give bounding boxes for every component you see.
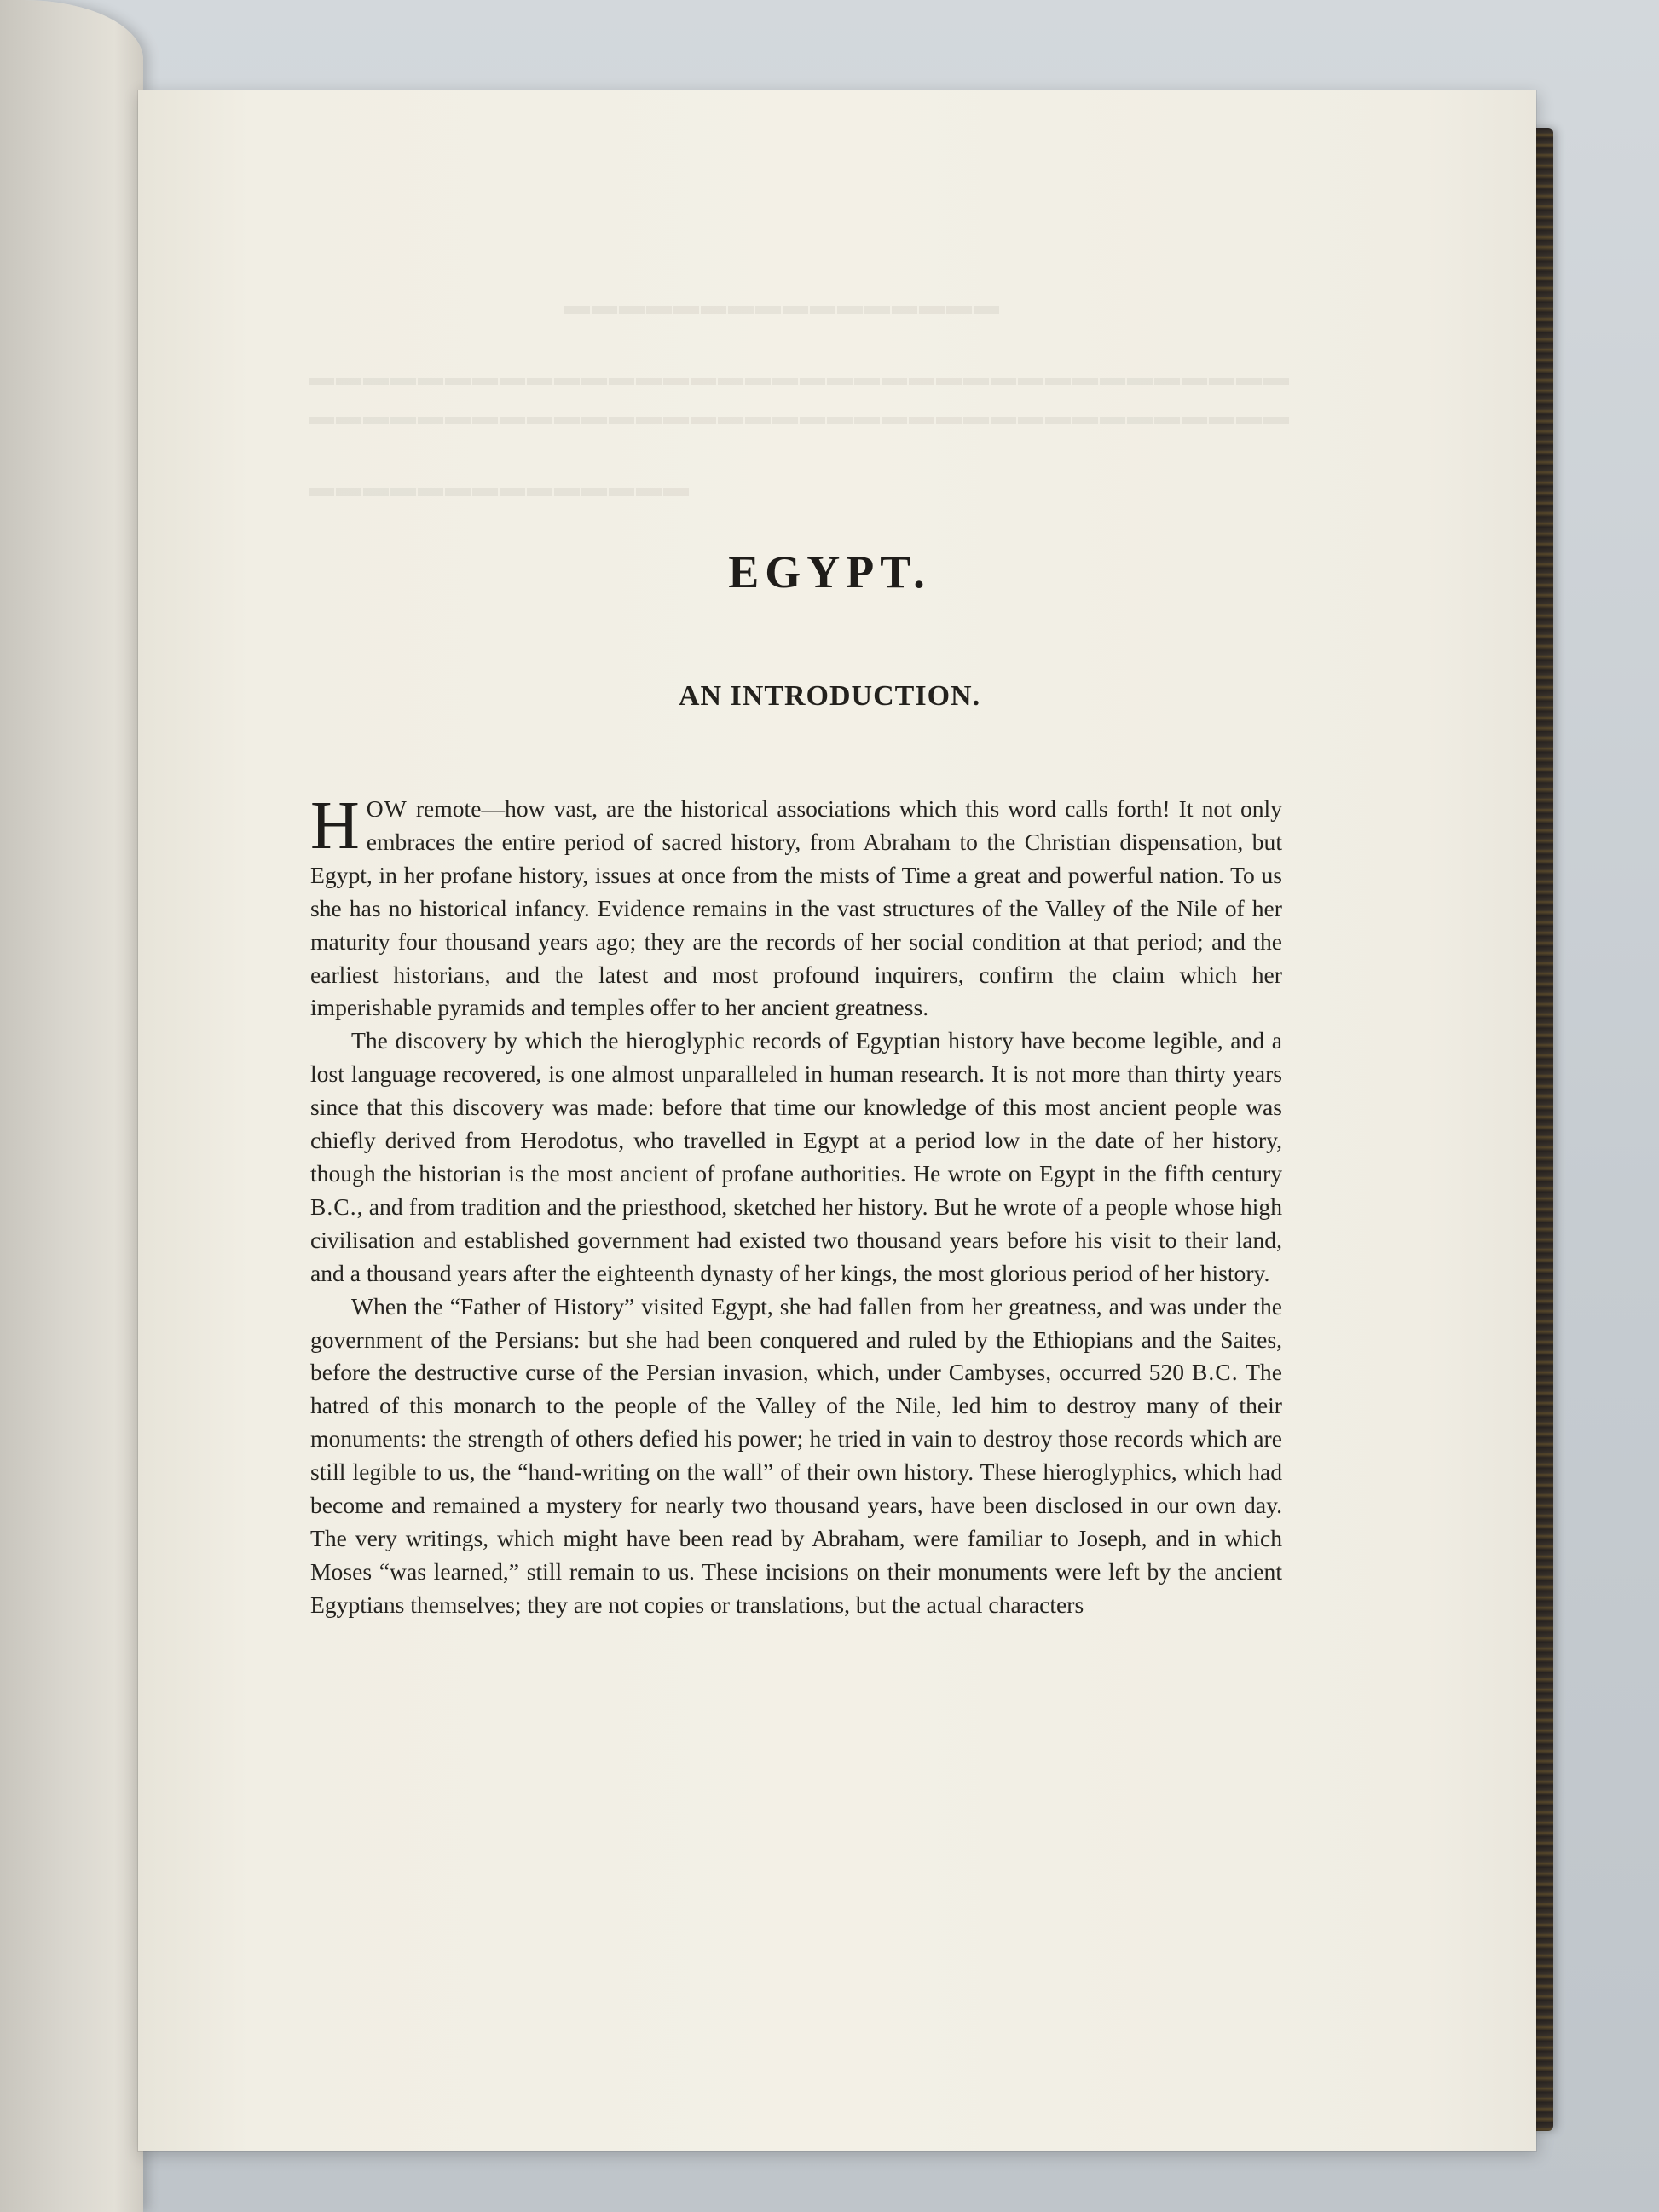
paragraph-1 — [310, 788, 1282, 1025]
show-through-text: ▬▬▬▬▬▬▬▬▬▬▬▬▬▬ — [309, 474, 691, 502]
paragraph-text: remote—how vast, are the historical associations which this word calls forth! It not only embraces the entire period of sacred history, from Abraham to the Christian dispensation, but Egypt, in her profane history, issues at once from the mists of Time a great and powerful nation. To us she has no historical infancy. Evidence remains in the vast structures of the Valley of the Nile of her maturity four thousand years ago; they are the records of her social condition at that period; and the earliest historians, and the latest and most profound inquirers, confirm the claim which her imperishable pyramids and temples offer to her ancient greatness. — [310, 795, 1282, 1021]
paragraph-text: The discovery by which the hieroglyphic records of Egyptian history have become legible, and a lost language recovered, is one almost unparalleled in human research. It is not more than thirty years since that this discovery was made: before that time our knowledge of this most ancient people was chiefly derived from Herodotus, who travelled in Egypt at a period low in the date of her history, though the historian is the most ancient of profane authorities. He wrote on Egypt in the fifth century — [310, 1027, 1282, 1187]
era-abbreviation: B.C. — [1191, 1359, 1239, 1386]
page-subtitle: AN INTRODUCTION. — [678, 680, 981, 712]
paragraph-3 — [310, 1291, 1282, 1622]
paragraph-text-continued: The hatred of this monarch to the people of the Valley of the Nile, led him to destroy many of their monuments: the strength of others defied his power; he tried in vain to destroy those records which are still legible to us, the “hand-writing on the wall” of their own history. These hieroglyphics, which had become and remained a mystery for nearly two thousand years, have been disclosed in our own day. The very writings, which might have been read by Abraham, were familiar to Joseph, and in which Moses “was learned,” still remain to us. These incisions on their monuments were left by the ancient Egyptians themselves; they are not copies or translations, but the actual characters — [310, 1359, 1282, 1618]
paragraph-text-continued: , and from tradition and the priesthood, sketched her history. But he wrote of a people whose high civilisation and established government had existed two thousand years before his visit to their land, and a thousand years after the eighteenth dynasty of her kings, the most glorious period of her history. — [310, 1193, 1282, 1286]
era-abbreviation: B.C. — [310, 1193, 357, 1220]
show-through-text: ▬▬▬▬▬▬▬▬▬▬▬▬▬▬▬▬▬▬▬▬▬▬▬▬▬▬▬▬▬▬▬▬▬▬▬▬ — [309, 363, 1291, 391]
paragraph-text: When the “Father of History” visited Egypt, she had fallen from her greatness, and was under the government of the Persians: but she had been conquered and ruled by the Ethiopians and the Saites, before the destructive curse of the Persian invasion, which, under Cambyses, occurred 520 — [310, 1292, 1282, 1386]
left-page-edge — [0, 0, 143, 2212]
lead-word: OW — [366, 795, 408, 822]
drop-cap: H — [310, 788, 360, 863]
body-text — [310, 788, 1282, 1622]
show-through-text: ▬▬▬▬▬▬▬▬▬▬▬▬▬▬▬▬ — [564, 292, 1001, 320]
paragraph-2 — [310, 1025, 1282, 1290]
show-through-text: ▬▬▬▬▬▬▬▬▬▬▬▬▬▬▬▬▬▬▬▬▬▬▬▬▬▬▬▬▬▬▬▬▬▬▬▬ — [309, 402, 1291, 430]
page-title: EGYPT. — [728, 546, 931, 598]
